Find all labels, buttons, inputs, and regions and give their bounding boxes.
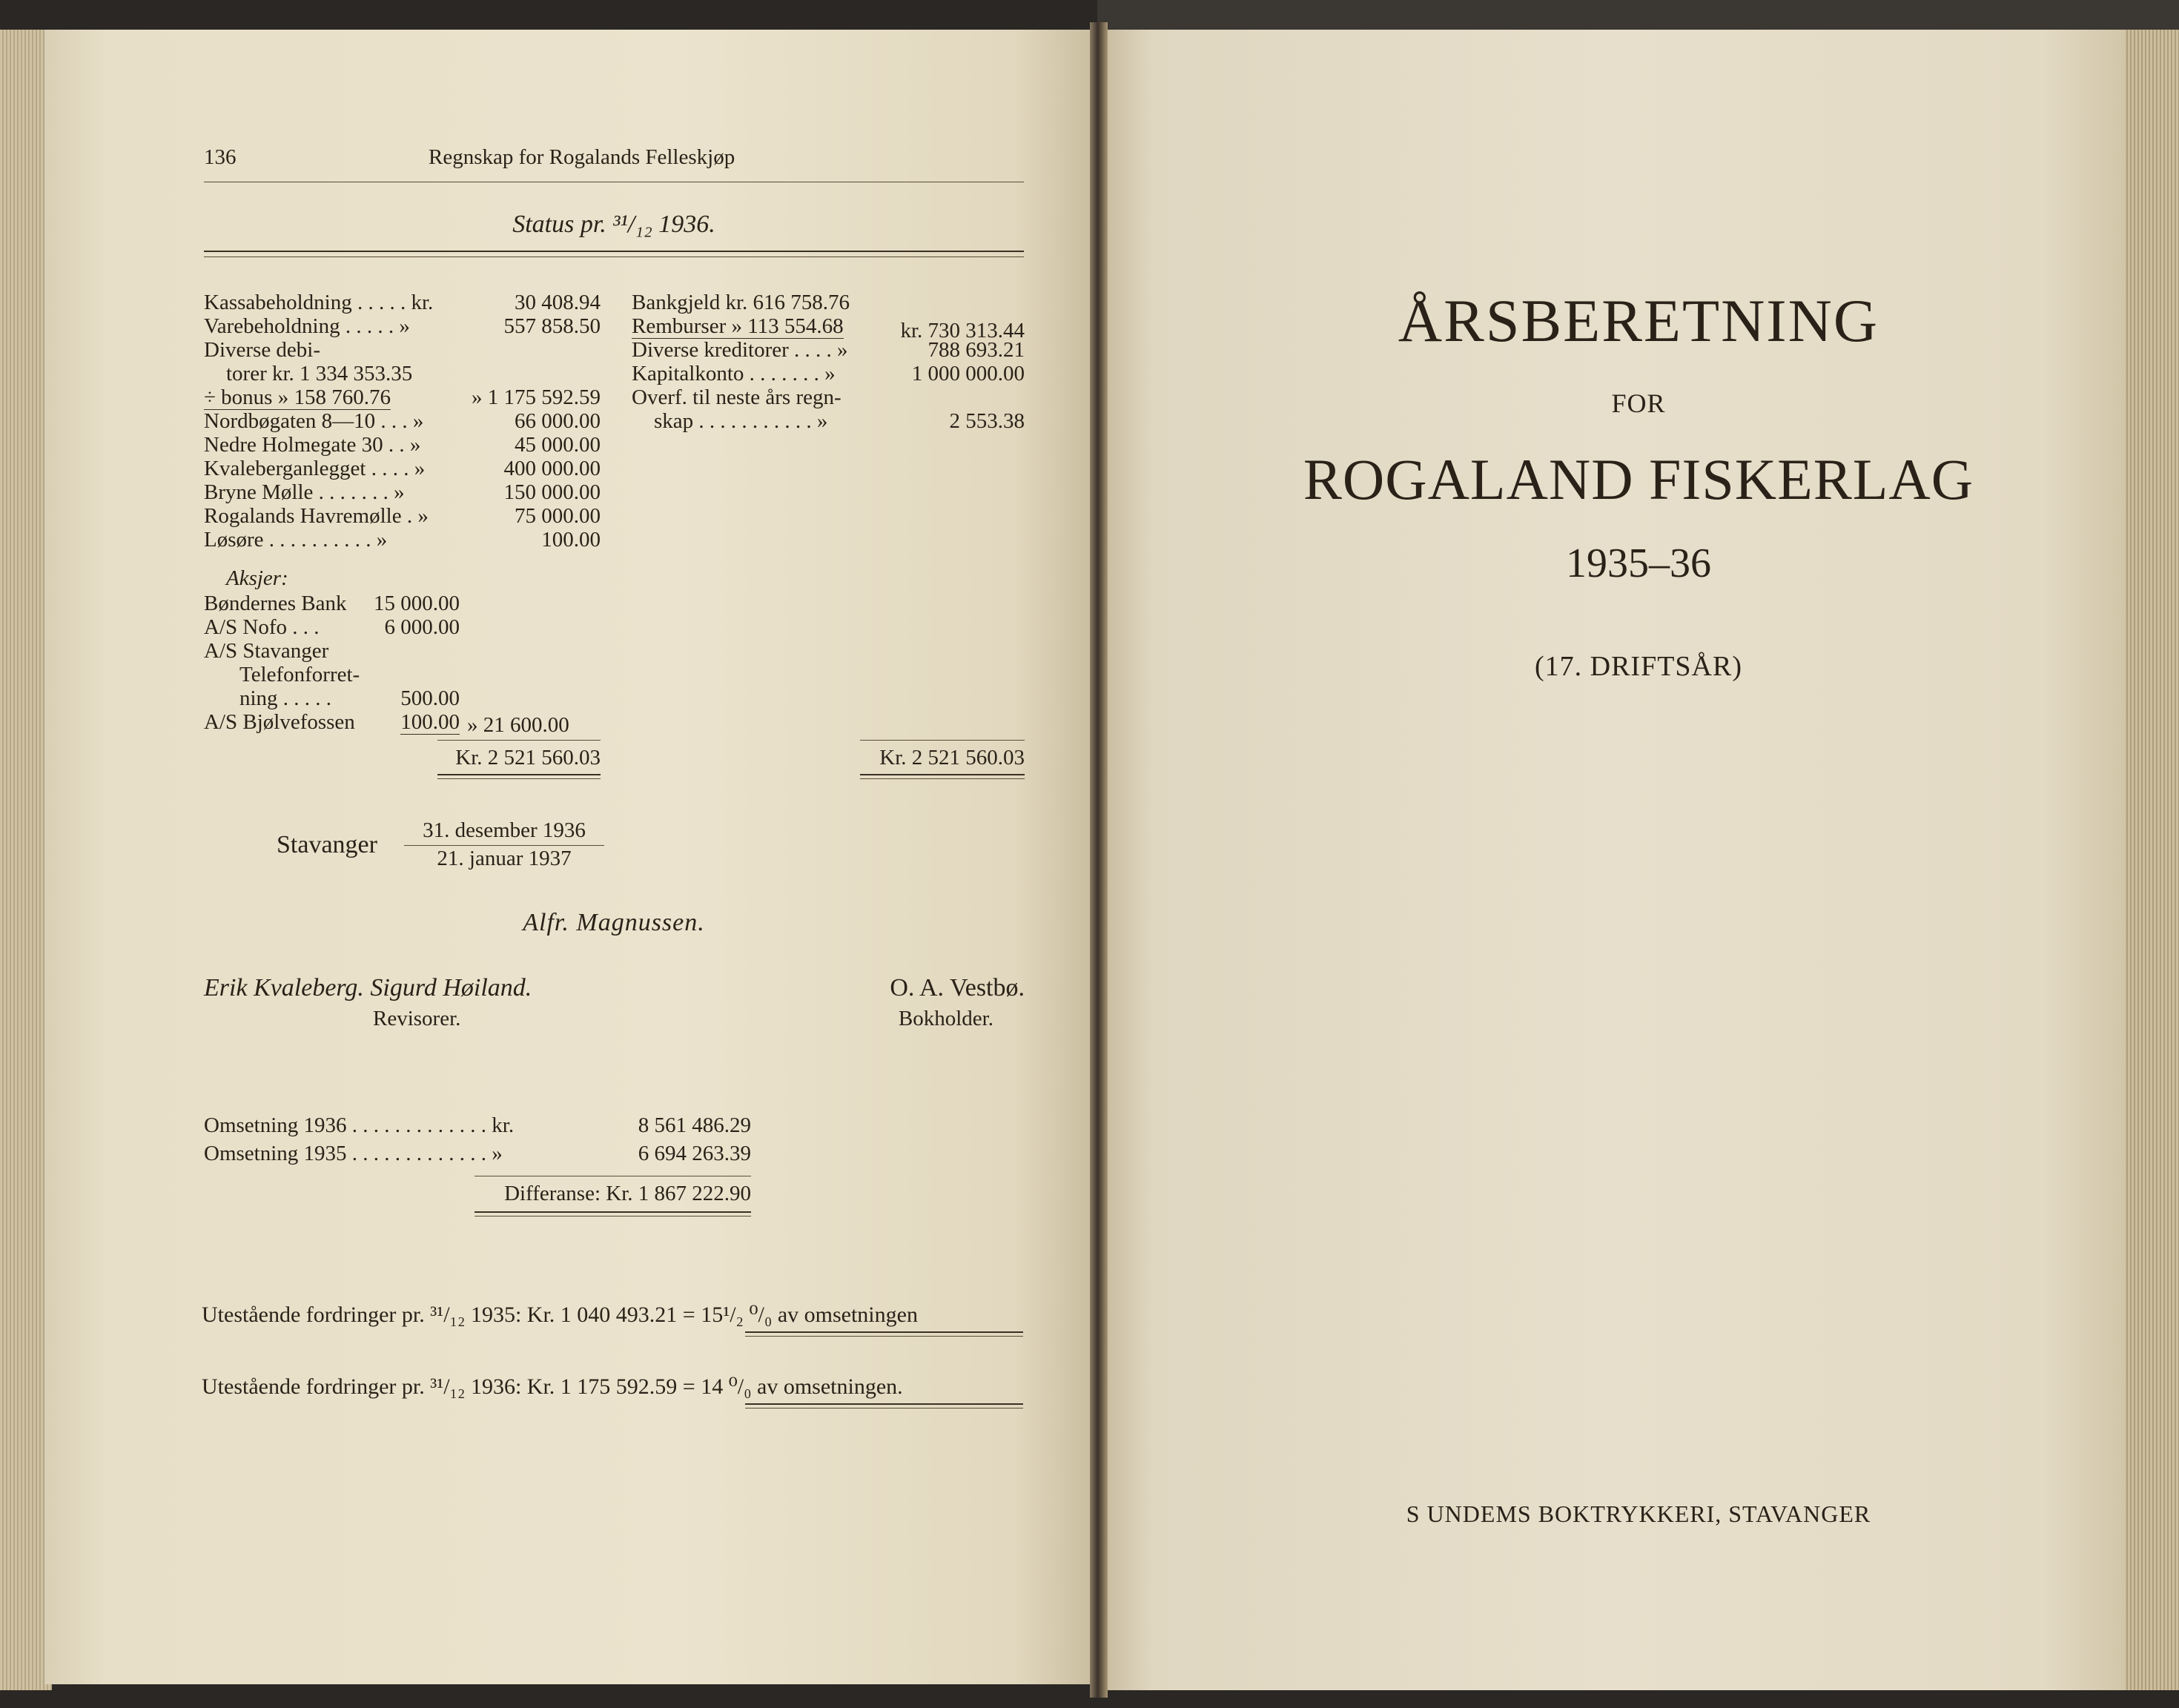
assets-total-underline-2 (437, 778, 601, 779)
page-number: 136 (204, 145, 237, 169)
asset-row: Kvaleberganlegget . . . . » 400 000.00 (204, 457, 601, 480)
date-fraction-rule (404, 845, 604, 846)
liabilities-total: Kr. 2 521 560.03 (879, 746, 1025, 769)
turnover-row: Omsetning 1935 . . . . . . . . . . . . . » 6 694 263.39 (204, 1142, 751, 1165)
share-row: ning . . . . . 500.00 (239, 686, 460, 710)
status-title: Status pr. ³¹/₁₂ 1936. (512, 211, 715, 238)
status-rule-2 (204, 256, 1024, 257)
asset-row: Nedre Holmegate 30 . . » 45 000.00 (204, 433, 601, 457)
assets-list (204, 291, 601, 552)
share-row: A/S Bjølvefossen 100.00 (204, 710, 460, 734)
auditors-title: Revisorer. (373, 1007, 461, 1030)
printer-imprint: S UNDEMS BOKTRYKKERI, STAVANGER (1406, 1500, 1871, 1527)
bookkeeper-title: Bokholder. (898, 1007, 993, 1030)
liabilities-total-rule (860, 740, 1025, 741)
share-row: A/S Stavanger (204, 639, 329, 663)
assets-total-underline-1 (437, 774, 601, 775)
receivables-1935: Utestående fordringer pr. ³¹/₁₂ 1935: Kr. 1 040 493.21 = 15¹/₂ ⁰/₀ av omsetningen (202, 1302, 918, 1327)
turnover-row: Omsetning 1936 . . . . . . . . . . . . . kr. 8 561 486.29 (204, 1113, 751, 1137)
share-row: Telefonforret- (239, 663, 360, 686)
liability-row: Remburser » 113 554.68 kr. 730 313.44 (632, 314, 1025, 342)
asset-row: Nordbøgaten 8—10 . . . » 66 000.00 (204, 409, 601, 433)
page-edges-right (2120, 30, 2179, 1690)
bookkeeper: O. A. Vestbø. (890, 974, 1025, 1002)
liabilities-total-underline-1 (860, 774, 1025, 775)
asset-row: ÷ bonus » 158 760.76 » 1 175 592.59 (204, 385, 601, 409)
book-gutter (1090, 22, 1108, 1698)
running-header: Regnskap for Rogalands Felleskjøp (429, 145, 735, 169)
asset-row: Bryne Mølle . . . . . . . » 150 000.00 (204, 480, 601, 504)
liability-row: Bankgjeld kr. 616 758.76 (632, 291, 850, 314)
receivables-1936-underline-1 (745, 1403, 1023, 1405)
receivables-1935-underline-2 (745, 1336, 1023, 1337)
asset-row: torer kr. 1 334 353.35 (226, 362, 413, 385)
auditors: Erik Kvaleberg. Sigurd Høiland. (204, 974, 532, 1002)
signature-main: Alfr. Magnussen. (523, 909, 705, 936)
difference-underline-2 (475, 1216, 751, 1217)
shares-list (204, 592, 460, 734)
receivables-1935-underline-1 (745, 1331, 1023, 1333)
share-row: Bøndernes Bank 15 000.00 (204, 592, 460, 615)
liability-row: Diverse kreditorer . . . . » 788 693.21 (632, 338, 1025, 362)
difference-underline-1 (475, 1211, 751, 1213)
liability-row: Overf. til neste års regn- (632, 385, 841, 409)
receivables-1936: Utestående fordringer pr. ³¹/₁₂ 1936: Kr. 1 175 592.59 = 14 ⁰/₀ av omsetningen. (202, 1374, 903, 1399)
subtitle-operating-year: (17. DRIFTSÅR) (1534, 651, 1743, 682)
difference: Differanse: Kr. 1 867 222.90 (504, 1182, 751, 1205)
turnover-list (204, 1113, 751, 1170)
annual-report-title: ÅRSBERETNING (1398, 287, 1879, 354)
asset-row: Kassabeholdning . . . . . kr. 30 408.94 (204, 291, 601, 314)
shares-total: » 21 600.00 (467, 713, 569, 737)
asset-row: Varebeholdning . . . . . » 557 858.50 (204, 314, 601, 338)
shares-label: Aksjer: (226, 566, 288, 590)
status-rule-1 (204, 251, 1024, 252)
liabilities-total-underline-2 (860, 778, 1025, 779)
receivables-1936-underline-2 (745, 1408, 1023, 1409)
date-2: 21. januar 1937 (437, 847, 572, 870)
asset-row: Rogalands Havremølle . » 75 000.00 (204, 504, 601, 528)
asset-row: Løsøre . . . . . . . . . . » 100.00 (204, 528, 601, 552)
place: Stavanger (277, 831, 377, 858)
liability-row: Kapitalkonto . . . . . . . » 1 000 000.00 (632, 362, 1025, 385)
date-1: 31. desember 1936 (423, 818, 586, 842)
assets-total-rule (437, 740, 601, 741)
report-years: 1935–36 (1566, 540, 1711, 586)
organization-name: ROGALAND FISKERLAG (1303, 447, 1974, 512)
assets-total: Kr. 2 521 560.03 (455, 746, 601, 769)
asset-row: Diverse debi- (204, 338, 321, 362)
for-label: FOR (1611, 388, 1666, 418)
liability-row: skap . . . . . . . . . . . » 2 553.38 (654, 409, 1025, 433)
share-row: A/S Nofo . . . 6 000.00 (204, 615, 460, 639)
liabilities-list (632, 291, 1025, 433)
right-page (1102, 30, 2125, 1690)
